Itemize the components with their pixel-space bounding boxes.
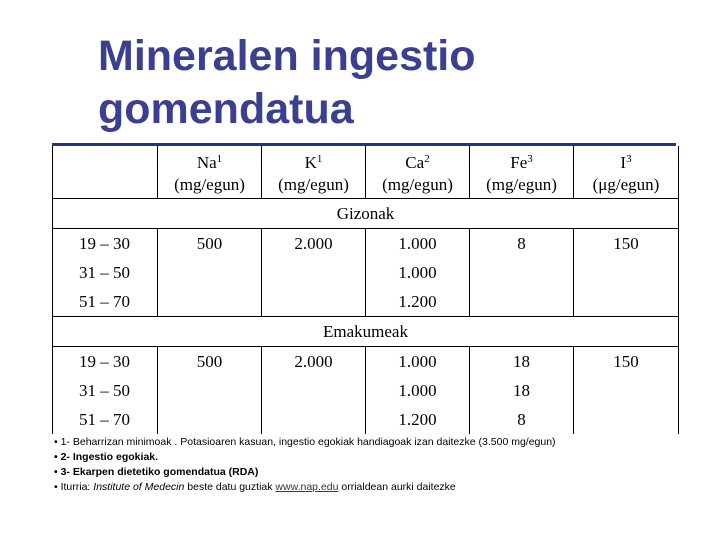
table-row [53,376,679,405]
age-cell: 51 – 70 [53,287,158,317]
section-row-men [53,199,679,229]
header-empty-cell [53,146,158,199]
ca-cell: 1.000 [366,347,470,377]
footnote-3: • 3- Ekarpen dietetiko gomendatua (RDA) [54,466,259,478]
fe-cell: 8 [470,405,574,434]
na-cell [158,405,262,434]
header-k: $K^1$ (mg/egun) [262,146,366,199]
table-row [53,347,679,377]
table-header-row [53,146,679,199]
i-cell: 150 [574,347,679,377]
header-fe: Fe$^3$ (mg/egun) [470,146,574,199]
table-row [53,229,679,259]
fe-cell [470,258,574,287]
mineral-intake-table [52,146,679,434]
k-cell: 2.000 [262,229,366,259]
page-title: Mineralen ingestio gomendatua [98,32,476,133]
i-cell [574,258,679,287]
section-label: Emakumeak [53,317,679,347]
source-institute: Institute of Medecin [93,481,185,493]
i-cell [574,405,679,434]
section-row-women [53,317,679,347]
na-cell [158,376,262,405]
footnote-1: • 1- Beharrizan minimoak . Potasioaren kasuan, ingestio egokiak handiagoak izan daitezke (3.500 mg/egun) [54,436,556,448]
age-cell: 19 – 30 [53,347,158,377]
na-cell [158,287,262,317]
age-cell: 31 – 50 [53,376,158,405]
k-cell [262,405,366,434]
fe-cell: 18 [470,376,574,405]
footnote-source: • Iturria: Institute of Medecin beste datu guztiak www.nap.edu orrialdean aurki daitezke [54,481,456,493]
table-row [53,258,679,287]
k-cell [262,258,366,287]
ca-cell: 1.200 [366,287,470,317]
i-cell: 150 [574,229,679,259]
i-cell [574,376,679,405]
section-label: Gizonak [53,199,679,229]
k-cell: 2.000 [262,347,366,377]
header-ca: Ca$^2$ (mg/egun) [366,146,470,199]
table-row [53,405,679,434]
ca-cell: 1.000 [366,229,470,259]
k-cell [262,376,366,405]
table-row [53,287,679,317]
age-cell: 31 – 50 [53,258,158,287]
na-cell: 500 [158,229,262,259]
na-cell: 500 [158,347,262,377]
ca-cell: 1.000 [366,258,470,287]
fe-cell: 8 [470,229,574,259]
header-i: $I^3$ (μg/egun) [574,146,679,199]
footnotes [54,435,704,495]
header-na: Na$^1$ (mg/egun) [158,146,262,199]
k-cell [262,287,366,317]
fe-cell [470,287,574,317]
i-cell [574,287,679,317]
na-cell [158,258,262,287]
age-cell: 19 – 30 [53,229,158,259]
age-cell: 51 – 70 [53,405,158,434]
fe-cell: 18 [470,347,574,377]
footnote-2: • 2- Ingestio egokiak. [54,451,159,463]
ca-cell: 1.000 [366,376,470,405]
source-link[interactable]: www.nap.edu [275,481,339,493]
ca-cell: 1.200 [366,405,470,434]
